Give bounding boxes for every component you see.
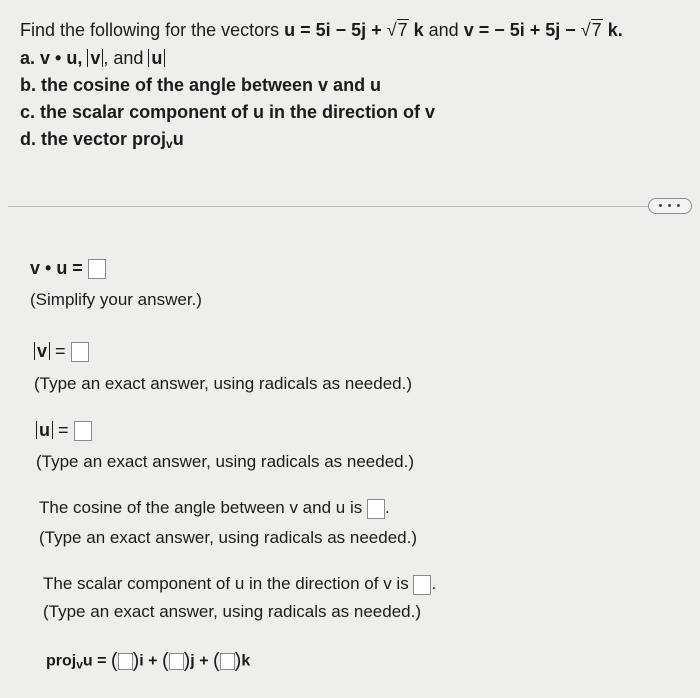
v-magnitude-row <box>34 341 89 362</box>
part-d-suffix: u <box>172 129 184 149</box>
part-d-prefix: d. the vector proj <box>20 129 167 149</box>
close-paren-i: ) <box>132 650 140 672</box>
abs-v: v <box>87 49 103 67</box>
u-mag-equals: = <box>53 420 69 440</box>
cosine-row <box>39 498 390 519</box>
dot-product-row <box>30 258 106 279</box>
v-magnitude-input[interactable] <box>71 342 89 362</box>
sqrt-radicand: 7 <box>591 20 602 40</box>
u-magnitude-row <box>36 420 92 441</box>
part-c-text: c. the scalar component of u in the direction of v <box>20 102 436 122</box>
title-prefix: Find the following for the vectors <box>20 20 285 40</box>
v-k: k. <box>607 20 623 40</box>
part-a-label: a. <box>20 48 41 68</box>
v-mag-equals: = <box>50 341 66 361</box>
scalar-row <box>43 574 436 595</box>
cosine-period: . <box>384 498 390 517</box>
abs-u: u <box>148 49 165 67</box>
open-paren-i: ( <box>110 650 118 672</box>
close-paren-k: ) <box>234 650 242 672</box>
cosine-input[interactable] <box>367 499 385 519</box>
v-mag-hint: (Type an exact answer, using radicals as needed.) <box>34 374 412 393</box>
open-paren-k: ( <box>212 650 220 672</box>
and-word: and <box>423 20 464 40</box>
u-definition: u = 5i − 5j + <box>284 20 387 40</box>
proj-sub: v <box>76 657 83 672</box>
proj-k-input[interactable] <box>220 653 235 670</box>
sqrt-7-u: √7 <box>386 20 408 40</box>
scalar-input[interactable] <box>413 575 431 595</box>
part-a-text: v • u, <box>40 48 88 68</box>
proj-i: i + <box>139 652 158 670</box>
question-text <box>20 20 690 157</box>
cosine-label: The cosine of the angle between v and u is <box>39 498 363 517</box>
proj-i-input[interactable] <box>118 653 133 670</box>
proj-prefix: proj <box>46 652 77 670</box>
v-definition: v = − 5i + 5j − <box>463 20 581 40</box>
more-options-button[interactable]: • • • <box>648 198 692 214</box>
u-k: k <box>413 20 424 40</box>
v-mag-label: v <box>34 342 50 360</box>
u-mag-label: u <box>36 421 53 439</box>
part-c <box>20 102 690 123</box>
dot-product-input[interactable] <box>88 259 106 279</box>
proj-j: j + <box>190 652 209 670</box>
dot-hint: (Simplify your answer.) <box>30 290 202 309</box>
divider <box>8 206 648 207</box>
u-magnitude-input[interactable] <box>74 421 92 441</box>
open-paren-j: ( <box>161 650 169 672</box>
scalar-period: . <box>431 574 437 593</box>
cosine-hint: (Type an exact answer, using radicals as needed.) <box>39 528 417 547</box>
scalar-hint: (Type an exact answer, using radicals as needed.) <box>43 602 421 621</box>
part-b <box>20 75 690 96</box>
question-title <box>20 20 690 41</box>
u-mag-hint: (Type an exact answer, using radicals as needed.) <box>36 452 414 471</box>
projection-row <box>46 650 250 673</box>
sqrt-7-v: √7 <box>580 20 602 40</box>
close-paren-j: ) <box>183 650 191 672</box>
dot-label: v • u = <box>30 258 83 278</box>
part-d-sub: v <box>166 137 173 151</box>
proj-j-input[interactable] <box>169 653 184 670</box>
sqrt-radicand: 7 <box>397 20 408 40</box>
part-d <box>20 129 690 151</box>
part-b-text: b. the cosine of the angle between v and u <box>20 75 382 95</box>
scalar-label: The scalar component of u in the direction of v is <box>43 574 409 593</box>
part-a <box>20 48 690 69</box>
part-a-and: , and <box>103 48 149 68</box>
proj-k: k <box>241 652 251 670</box>
proj-u: u = <box>82 652 107 670</box>
